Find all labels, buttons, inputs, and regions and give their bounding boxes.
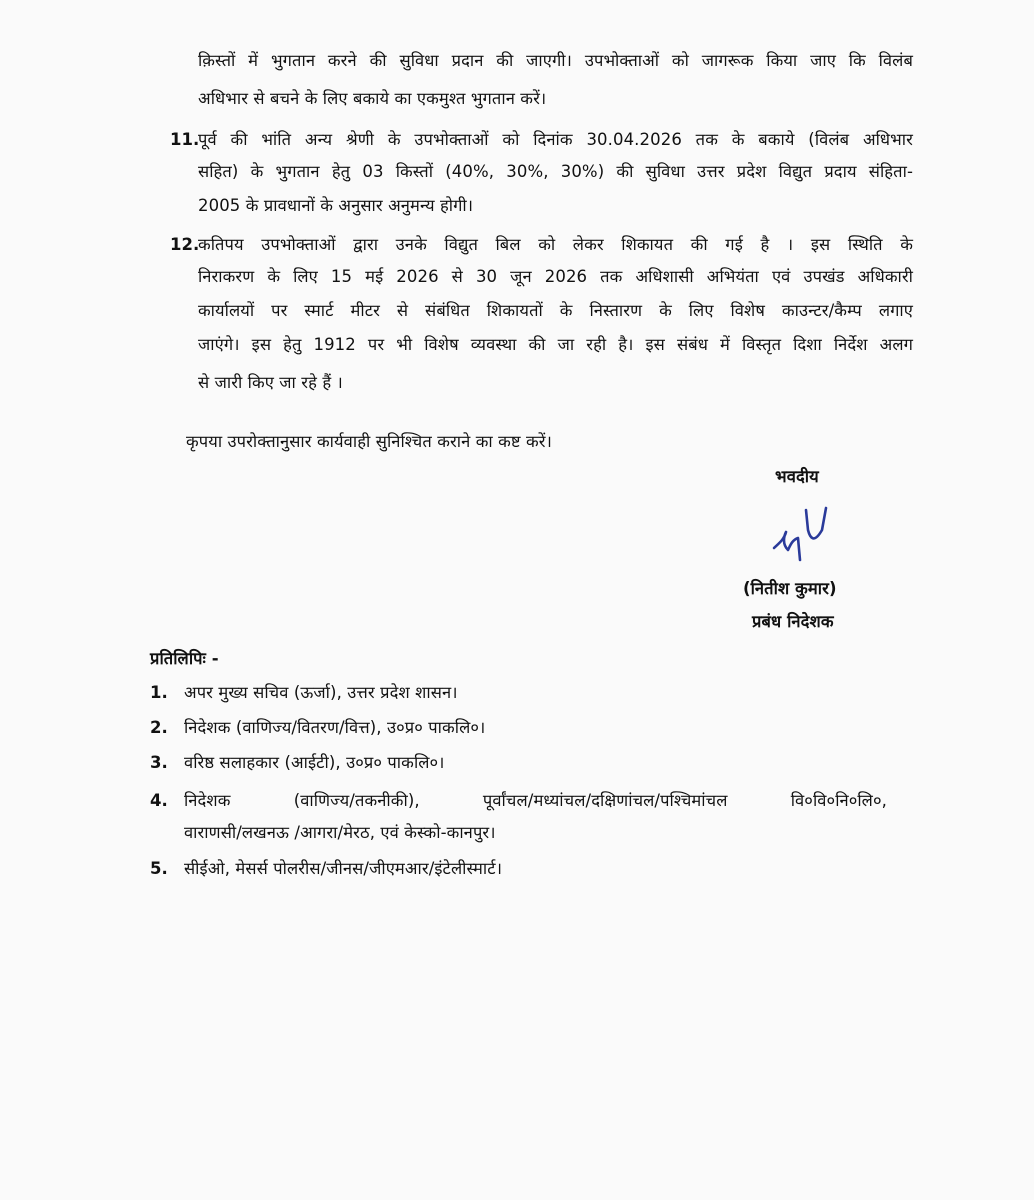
copy-to-item: सीईओ, मेसर्स पोलरीस/जीनस/जीएमआर/इंटेलीस्मार्ट।	[184, 859, 503, 878]
copy-to-number: 1.	[150, 683, 168, 702]
body-line: 2005 के प्रावधानों के अनुसार अनुमन्य होगी।	[198, 196, 474, 215]
body-line: पूर्व की भांति अन्य श्रेणी के उपभोक्ताओं को दिनांक 30.04.2026 तक के बकाये (विलंब अधिभार	[198, 130, 913, 149]
body-line: कार्यालयों पर स्मार्ट मीटर से संबंधित शिकायतों के निस्तारण के लिए विशेष काउन्टर/कैम्प लगाए	[198, 301, 913, 320]
point-number: 11.	[170, 130, 200, 149]
signatory-designation: प्रबंध निदेशक	[752, 612, 834, 631]
body-line: निराकरण के लिए 15 मई 2026 से 30 जून 2026 तक अधिशासी अभियंता एवं उपखंड अधिकारी	[198, 267, 913, 286]
body-line: सहित) के भुगतान हेतु 03 किस्तों (40%, 30%, 30%) की सुविधा उत्तर प्रदेश विद्युत प्रदाय संहिता-	[198, 162, 913, 181]
body-line: जाएंगे। इस हेतु 1912 पर भी विशेष व्यवस्था की जा रही है। इस संबंध में विस्तृत दिशा निर्देश अलग	[198, 335, 913, 354]
body-line: क़िस्तों में भुगतान करने की सुविधा प्रदान की जाएगी। उपभोक्ताओं को जागरूक किया जाए कि विलंब	[198, 51, 913, 70]
copy-to-heading: प्रतिलिपिः -	[150, 649, 219, 668]
copy-to-item: निदेशक (वाणिज्य/तकनीकी), पूर्वांचल/मध्यांचल/दक्षिणांचल/पश्चिमांचल वि०वि०नि०लि०,	[184, 791, 887, 810]
signatory-name: (नितीश कुमार)	[743, 579, 837, 598]
copy-to-number: 5.	[150, 859, 168, 878]
body-line: अधिभार से बचने के लिए बकाये का एकमुश्त भुगतान करें।	[198, 89, 547, 108]
copy-to-number: 3.	[150, 753, 168, 772]
closing-request: कृपया उपरोक्तानुसार कार्यवाही सुनिश्चित कराने का कष्ट करें।	[186, 432, 552, 451]
copy-to-item: अपर मुख्य सचिव (ऊर्जा), उत्तर प्रदेश शासन।	[184, 683, 458, 702]
salutation: भवदीय	[775, 467, 819, 486]
copy-to-number: 4.	[150, 791, 168, 810]
copy-to-item: वरिष्ठ सलाहकार (आईटी), उ०प्र० पाकलि०।	[184, 753, 445, 772]
body-line: कतिपय उपभोक्ताओं द्वारा उनके विद्युत बिल को लेकर शिकायत की गई है । इस स्थिति के	[198, 235, 913, 254]
body-line: से जारी किए जा रहे हैं ।	[198, 373, 343, 392]
copy-to-item: निदेशक (वाणिज्य/वितरण/वित्त), उ०प्र० पाकलि०।	[184, 718, 486, 737]
point-number: 12.	[170, 235, 200, 254]
signature-mark	[760, 500, 840, 575]
copy-to-number: 2.	[150, 718, 168, 737]
copy-to-item: वाराणसी/लखनऊ /आगरा/मेरठ, एवं केस्को-कानपुर।	[184, 823, 496, 842]
